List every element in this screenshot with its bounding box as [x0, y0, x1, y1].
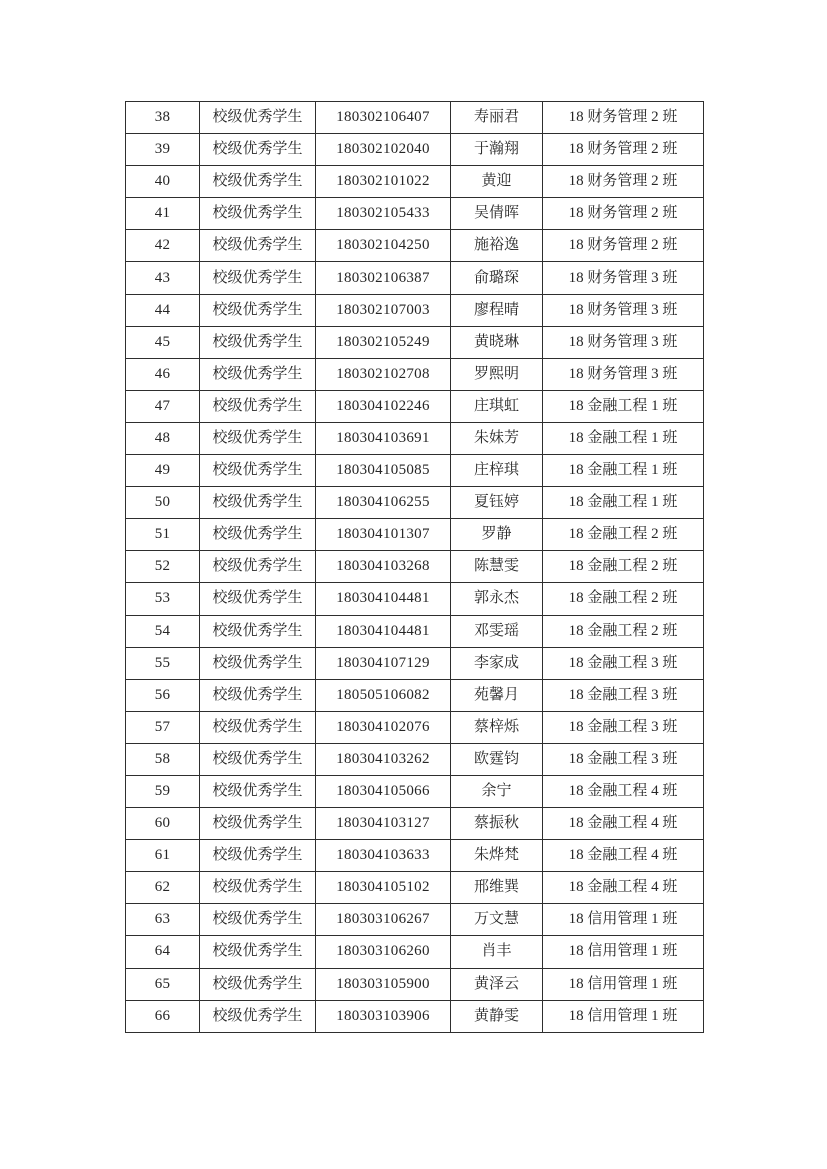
row-number-cell: 60 — [126, 808, 200, 840]
student-id-cell: 180304102076 — [316, 711, 451, 743]
student-id-cell: 180304102246 — [316, 390, 451, 422]
class-name-cell: 18 金融工程 1 班 — [543, 487, 704, 519]
student-name-cell: 施裕逸 — [451, 230, 543, 262]
table-row — [126, 455, 704, 487]
student-id-cell: 180304104481 — [316, 583, 451, 615]
award-title-cell: 校级优秀学生 — [200, 166, 316, 198]
row-number-cell: 58 — [126, 743, 200, 775]
row-number-cell: 51 — [126, 519, 200, 551]
class-name-cell: 18 金融工程 3 班 — [543, 711, 704, 743]
award-title-cell: 校级优秀学生 — [200, 775, 316, 807]
row-number-cell: 46 — [126, 358, 200, 390]
student-id-cell: 180304103262 — [316, 743, 451, 775]
class-name-cell: 18 财务管理 3 班 — [543, 326, 704, 358]
row-number-cell: 44 — [126, 294, 200, 326]
table-row — [126, 358, 704, 390]
table-row — [126, 775, 704, 807]
student-name-cell: 廖程晴 — [451, 294, 543, 326]
row-number-cell: 42 — [126, 230, 200, 262]
student-award-table-body — [126, 102, 704, 1033]
student-id-cell: 180304105102 — [316, 872, 451, 904]
student-id-cell: 180304103268 — [316, 551, 451, 583]
row-number-cell: 50 — [126, 487, 200, 519]
row-number-cell: 49 — [126, 455, 200, 487]
row-number-cell: 38 — [126, 102, 200, 134]
award-title-cell: 校级优秀学生 — [200, 808, 316, 840]
table-row — [126, 326, 704, 358]
table-row — [126, 551, 704, 583]
row-number-cell: 64 — [126, 936, 200, 968]
student-id-cell: 180304106255 — [316, 487, 451, 519]
class-name-cell: 18 财务管理 2 班 — [543, 102, 704, 134]
row-number-cell: 57 — [126, 711, 200, 743]
class-name-cell: 18 财务管理 3 班 — [543, 262, 704, 294]
row-number-cell: 47 — [126, 390, 200, 422]
table-row — [126, 904, 704, 936]
student-id-cell: 180304104481 — [316, 615, 451, 647]
student-award-table — [125, 101, 704, 1033]
class-name-cell: 18 财务管理 2 班 — [543, 230, 704, 262]
row-number-cell: 63 — [126, 904, 200, 936]
class-name-cell: 18 信用管理 1 班 — [543, 936, 704, 968]
table-row — [126, 840, 704, 872]
award-title-cell: 校级优秀学生 — [200, 455, 316, 487]
table-row — [126, 519, 704, 551]
student-id-cell: 180302106387 — [316, 262, 451, 294]
student-id-cell: 180302106407 — [316, 102, 451, 134]
student-name-cell: 于瀚翔 — [451, 134, 543, 166]
student-name-cell: 陈慧雯 — [451, 551, 543, 583]
award-title-cell: 校级优秀学生 — [200, 102, 316, 134]
class-name-cell: 18 金融工程 2 班 — [543, 583, 704, 615]
table-row — [126, 679, 704, 711]
award-title-cell: 校级优秀学生 — [200, 487, 316, 519]
class-name-cell: 18 金融工程 1 班 — [543, 422, 704, 454]
award-title-cell: 校级优秀学生 — [200, 390, 316, 422]
table-row — [126, 294, 704, 326]
student-id-cell: 180302104250 — [316, 230, 451, 262]
award-title-cell: 校级优秀学生 — [200, 711, 316, 743]
student-id-cell: 180302101022 — [316, 166, 451, 198]
row-number-cell: 40 — [126, 166, 200, 198]
row-number-cell: 62 — [126, 872, 200, 904]
student-id-cell: 180302105433 — [316, 198, 451, 230]
table-row — [126, 583, 704, 615]
student-name-cell: 俞璐琛 — [451, 262, 543, 294]
class-name-cell: 18 金融工程 1 班 — [543, 455, 704, 487]
row-number-cell: 65 — [126, 968, 200, 1000]
row-number-cell: 43 — [126, 262, 200, 294]
student-name-cell: 邓雯瑶 — [451, 615, 543, 647]
student-id-cell: 180302107003 — [316, 294, 451, 326]
table-row — [126, 711, 704, 743]
row-number-cell: 61 — [126, 840, 200, 872]
row-number-cell: 52 — [126, 551, 200, 583]
award-title-cell: 校级优秀学生 — [200, 968, 316, 1000]
award-title-cell: 校级优秀学生 — [200, 551, 316, 583]
student-id-cell: 180304103127 — [316, 808, 451, 840]
student-name-cell: 余宁 — [451, 775, 543, 807]
table-row — [126, 230, 704, 262]
class-name-cell: 18 金融工程 4 班 — [543, 775, 704, 807]
class-name-cell: 18 财务管理 3 班 — [543, 358, 704, 390]
award-title-cell: 校级优秀学生 — [200, 615, 316, 647]
student-name-cell: 寿丽君 — [451, 102, 543, 134]
student-name-cell: 黄晓琳 — [451, 326, 543, 358]
student-name-cell: 肖丰 — [451, 936, 543, 968]
class-name-cell: 18 信用管理 1 班 — [543, 1000, 704, 1032]
student-id-cell: 180302102708 — [316, 358, 451, 390]
class-name-cell: 18 财务管理 2 班 — [543, 134, 704, 166]
row-number-cell: 55 — [126, 647, 200, 679]
student-id-cell: 180304107129 — [316, 647, 451, 679]
award-title-cell: 校级优秀学生 — [200, 262, 316, 294]
class-name-cell: 18 金融工程 3 班 — [543, 647, 704, 679]
student-name-cell: 庄琪虹 — [451, 390, 543, 422]
student-name-cell: 黄泽云 — [451, 968, 543, 1000]
table-row — [126, 647, 704, 679]
student-name-cell: 朱烨梵 — [451, 840, 543, 872]
student-id-cell: 180303103906 — [316, 1000, 451, 1032]
award-title-cell: 校级优秀学生 — [200, 134, 316, 166]
class-name-cell: 18 财务管理 2 班 — [543, 198, 704, 230]
award-title-cell: 校级优秀学生 — [200, 358, 316, 390]
table-row — [126, 487, 704, 519]
student-id-cell: 180304105085 — [316, 455, 451, 487]
table-row — [126, 936, 704, 968]
table-row — [126, 198, 704, 230]
class-name-cell: 18 金融工程 4 班 — [543, 872, 704, 904]
award-title-cell: 校级优秀学生 — [200, 519, 316, 551]
table-row — [126, 422, 704, 454]
class-name-cell: 18 信用管理 1 班 — [543, 968, 704, 1000]
award-title-cell: 校级优秀学生 — [200, 326, 316, 358]
class-name-cell: 18 金融工程 3 班 — [543, 743, 704, 775]
table-row — [126, 262, 704, 294]
award-title-cell: 校级优秀学生 — [200, 647, 316, 679]
table-row — [126, 808, 704, 840]
row-number-cell: 54 — [126, 615, 200, 647]
student-id-cell: 180302102040 — [316, 134, 451, 166]
award-title-cell: 校级优秀学生 — [200, 936, 316, 968]
row-number-cell: 41 — [126, 198, 200, 230]
table-row — [126, 743, 704, 775]
table-row — [126, 166, 704, 198]
class-name-cell: 18 金融工程 2 班 — [543, 551, 704, 583]
table-row — [126, 872, 704, 904]
table-row — [126, 968, 704, 1000]
student-name-cell: 李家成 — [451, 647, 543, 679]
student-name-cell: 朱妹芳 — [451, 422, 543, 454]
row-number-cell: 56 — [126, 679, 200, 711]
student-name-cell: 万文慧 — [451, 904, 543, 936]
student-name-cell: 邢维巽 — [451, 872, 543, 904]
student-name-cell: 欧霆钧 — [451, 743, 543, 775]
class-name-cell: 18 金融工程 2 班 — [543, 519, 704, 551]
award-title-cell: 校级优秀学生 — [200, 198, 316, 230]
student-name-cell: 黄静雯 — [451, 1000, 543, 1032]
class-name-cell: 18 金融工程 4 班 — [543, 840, 704, 872]
student-name-cell: 庄梓琪 — [451, 455, 543, 487]
student-name-cell: 蔡振秋 — [451, 808, 543, 840]
table-row — [126, 1000, 704, 1032]
row-number-cell: 53 — [126, 583, 200, 615]
student-name-cell: 罗熙明 — [451, 358, 543, 390]
class-name-cell: 18 金融工程 2 班 — [543, 615, 704, 647]
student-id-cell: 180303105900 — [316, 968, 451, 1000]
student-id-cell: 180304103633 — [316, 840, 451, 872]
table-row — [126, 102, 704, 134]
student-id-cell: 180303106260 — [316, 936, 451, 968]
row-number-cell: 66 — [126, 1000, 200, 1032]
student-id-cell: 180304101307 — [316, 519, 451, 551]
student-name-cell: 蔡梓烁 — [451, 711, 543, 743]
award-title-cell: 校级优秀学生 — [200, 1000, 316, 1032]
class-name-cell: 18 信用管理 1 班 — [543, 904, 704, 936]
award-title-cell: 校级优秀学生 — [200, 294, 316, 326]
row-number-cell: 59 — [126, 775, 200, 807]
student-id-cell: 180303106267 — [316, 904, 451, 936]
class-name-cell: 18 财务管理 2 班 — [543, 166, 704, 198]
award-title-cell: 校级优秀学生 — [200, 230, 316, 262]
class-name-cell: 18 财务管理 3 班 — [543, 294, 704, 326]
class-name-cell: 18 金融工程 3 班 — [543, 679, 704, 711]
student-name-cell: 黄迎 — [451, 166, 543, 198]
class-name-cell: 18 金融工程 4 班 — [543, 808, 704, 840]
student-id-cell: 180304103691 — [316, 422, 451, 454]
award-title-cell: 校级优秀学生 — [200, 743, 316, 775]
table-row — [126, 615, 704, 647]
award-title-cell: 校级优秀学生 — [200, 872, 316, 904]
student-id-cell: 180302105249 — [316, 326, 451, 358]
table-row — [126, 390, 704, 422]
student-name-cell: 郭永杰 — [451, 583, 543, 615]
student-id-cell: 180505106082 — [316, 679, 451, 711]
award-title-cell: 校级优秀学生 — [200, 840, 316, 872]
student-name-cell: 苑馨月 — [451, 679, 543, 711]
row-number-cell: 45 — [126, 326, 200, 358]
row-number-cell: 48 — [126, 422, 200, 454]
student-name-cell: 罗静 — [451, 519, 543, 551]
row-number-cell: 39 — [126, 134, 200, 166]
student-name-cell: 夏钰婷 — [451, 487, 543, 519]
award-title-cell: 校级优秀学生 — [200, 422, 316, 454]
class-name-cell: 18 金融工程 1 班 — [543, 390, 704, 422]
student-name-cell: 吴倩晖 — [451, 198, 543, 230]
student-id-cell: 180304105066 — [316, 775, 451, 807]
award-title-cell: 校级优秀学生 — [200, 904, 316, 936]
award-title-cell: 校级优秀学生 — [200, 583, 316, 615]
award-title-cell: 校级优秀学生 — [200, 679, 316, 711]
table-row — [126, 134, 704, 166]
